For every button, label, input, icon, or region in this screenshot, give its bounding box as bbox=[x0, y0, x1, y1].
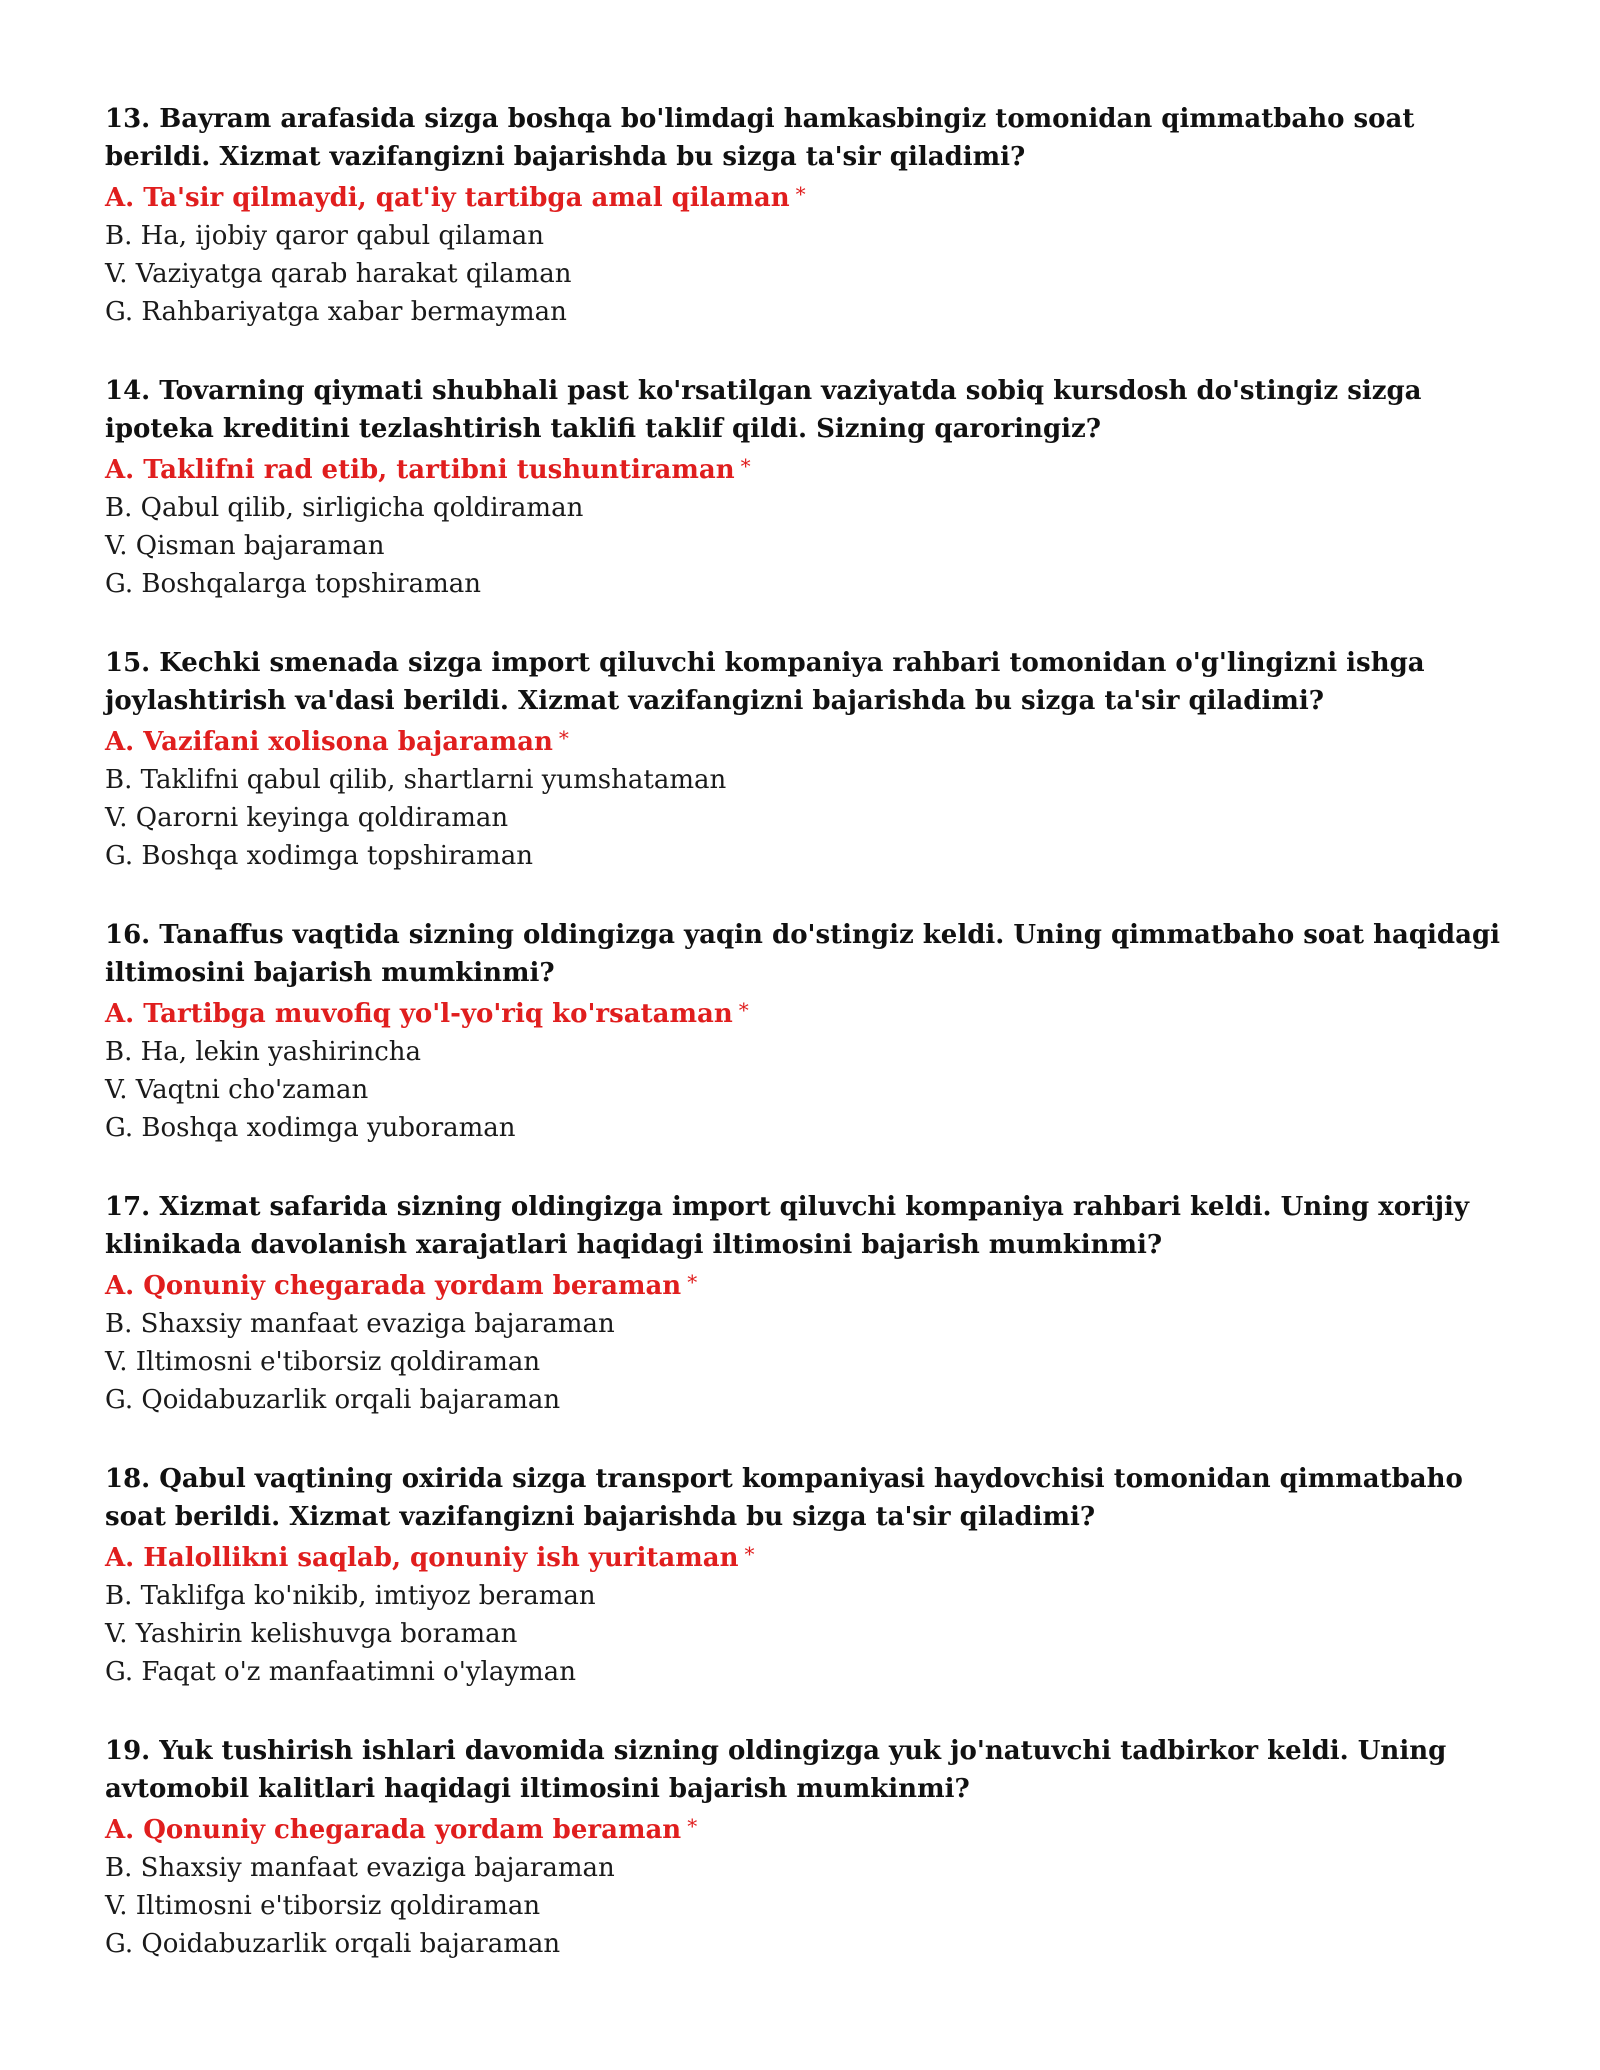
answer-option: B. Taklifga ko'nikib, imtiyoz beraman bbox=[105, 1581, 596, 1611]
question-14 bbox=[105, 372, 1525, 603]
correct-answer bbox=[105, 723, 1525, 761]
answer-option: B. Ha, lekin yashirincha bbox=[105, 1037, 422, 1067]
asterisk-marker: * bbox=[687, 1270, 698, 1294]
answer-label: A. Qonuniy chegarada yordam beraman bbox=[105, 1815, 682, 1845]
correct-answer bbox=[105, 179, 1525, 217]
answer-option: G. Qoidabuzarlik orqali bajaraman bbox=[105, 1385, 561, 1415]
correct-answer bbox=[105, 995, 1525, 1033]
answer-option: B. Ha, ijobiy qaror qabul qilaman bbox=[105, 221, 544, 251]
answer-label: A. Vazifani xolisona bajaraman bbox=[105, 727, 553, 757]
question-text: 16. Tanaffus vaqtida sizning oldingizga yaqin do'stingiz keldi. Uning qimmatbaho soat haqidagi iltimosini bajarish mumkinmi? bbox=[105, 920, 1501, 988]
answer-label: A. Qonuniy chegarada yordam beraman bbox=[105, 1271, 682, 1301]
question-16 bbox=[105, 916, 1525, 1147]
correct-answer bbox=[105, 1811, 1525, 1849]
answer-option: V. Vaziyatga qarab harakat qilaman bbox=[105, 259, 572, 289]
question-text: 14. Tovarning qiymati shubhali past ko'rsatilgan vaziyatda sobiq kursdosh do'stingiz sizga ipoteka kreditini tezlashtirish taklifi taklif qildi. Sizning qaroringiz? bbox=[105, 376, 1422, 444]
answer-option: V. Vaqtni cho'zaman bbox=[105, 1075, 369, 1105]
question-text: 19. Yuk tushirish ishlari davomida sizning oldingizga yuk jo'natuvchi tadbirkor keldi. Uning avtomobil kalitlari haqidagi iltimosini bajarish mumkinmi? bbox=[105, 1736, 1447, 1804]
question-text: 13. Bayram arafasida sizga boshqa bo'limdagi hamkasbingiz tomonidan qimmatbaho soat berildi. Xizmat vazifangizni bajarishda bu sizga ta'sir qiladimi? bbox=[105, 104, 1415, 172]
answer-option: V. Yashirin kelishuvga boraman bbox=[105, 1619, 518, 1649]
asterisk-marker: * bbox=[740, 454, 751, 478]
asterisk-marker: * bbox=[744, 1542, 755, 1566]
answer-option: B. Shaxsiy manfaat evaziga bajaraman bbox=[105, 1853, 615, 1883]
question-17 bbox=[105, 1188, 1525, 1419]
answer-option: V. Iltimosni e'tiborsiz qoldiraman bbox=[105, 1347, 541, 1377]
question-text: 17. Xizmat safarida sizning oldingizga import qiluvchi kompaniya rahbari keldi. Uning xorijiy klinikada davolanish xarajatlari haqidagi iltimosini bajarish mumkinmi? bbox=[105, 1192, 1470, 1260]
answer-label: A. Halollikni saqlab, qonuniy ish yuritaman bbox=[105, 1543, 739, 1573]
answer-option: V. Qarorni keyinga qoldiraman bbox=[105, 803, 509, 833]
answer-option: B. Taklifni qabul qilib, shartlarni yumshataman bbox=[105, 765, 727, 795]
question-19 bbox=[105, 1732, 1525, 1963]
asterisk-marker: * bbox=[738, 998, 749, 1022]
answer-label: A. Tartibga muvofiq yo'l-yo'riq ko'rsataman bbox=[105, 999, 733, 1029]
answer-option: G. Faqat o'z manfaatimni o'ylayman bbox=[105, 1657, 576, 1687]
answer-option: G. Boshqalarga topshiraman bbox=[105, 569, 481, 599]
question-15 bbox=[105, 644, 1525, 875]
answer-option: V. Iltimosni e'tiborsiz qoldiraman bbox=[105, 1891, 541, 1921]
answer-option: B. Shaxsiy manfaat evaziga bajaraman bbox=[105, 1309, 615, 1339]
answer-option: G. Rahbariyatga xabar bermayman bbox=[105, 297, 567, 327]
answer-option: B. Qabul qilib, sirligicha qoldiraman bbox=[105, 493, 584, 523]
answer-label: A. Taklifni rad etib, tartibni tushuntiraman bbox=[105, 455, 735, 485]
answer-option: G. Boshqa xodimga yuboraman bbox=[105, 1113, 516, 1143]
asterisk-marker: * bbox=[687, 1814, 698, 1838]
question-13 bbox=[105, 100, 1525, 331]
question-text: 18. Qabul vaqtining oxirida sizga transport kompaniyasi haydovchisi tomonidan qimmatbaho soat berildi. Xizmat vazifangizni bajarishda bu sizga ta'sir qiladimi? bbox=[105, 1464, 1463, 1532]
question-list bbox=[105, 100, 1525, 2004]
correct-answer bbox=[105, 1267, 1525, 1305]
correct-answer bbox=[105, 1539, 1525, 1577]
answer-option: G. Boshqa xodimga topshiraman bbox=[105, 841, 533, 871]
question-18 bbox=[105, 1460, 1525, 1691]
asterisk-marker: * bbox=[795, 182, 806, 206]
answer-option: V. Qisman bajaraman bbox=[105, 531, 385, 561]
correct-answer bbox=[105, 451, 1525, 489]
asterisk-marker: * bbox=[558, 726, 569, 750]
answer-label: A. Ta'sir qilmaydi, qat'iy tartibga amal qilaman bbox=[105, 183, 790, 213]
answer-option: G. Qoidabuzarlik orqali bajaraman bbox=[105, 1929, 561, 1959]
question-text: 15. Kechki smenada sizga import qiluvchi kompaniya rahbari tomonidan o'g'lingizni ishga joylashtirish va'dasi berildi. Xizmat vazifangizni bajarishda bu sizga ta'sir qiladimi? bbox=[105, 648, 1425, 716]
